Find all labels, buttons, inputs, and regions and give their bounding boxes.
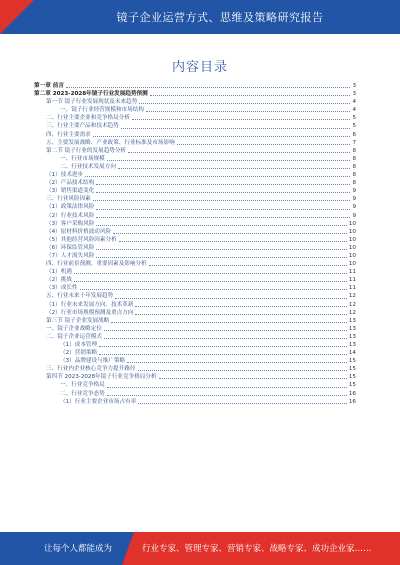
toc-entry[interactable] — [34, 292, 356, 300]
toc-entry-page: 15 — [348, 358, 356, 365]
toc-entry-label: （6）环保监管风险 — [46, 244, 95, 251]
toc-entry[interactable] — [34, 381, 356, 389]
toc-dot-leader — [118, 168, 350, 169]
toc-entry[interactable] — [34, 131, 356, 139]
toc-entry[interactable] — [34, 195, 356, 203]
toc-dot-leader — [74, 281, 347, 282]
toc-dot-leader — [138, 403, 347, 404]
toc-entry[interactable] — [34, 301, 356, 309]
toc-dot-leader — [139, 103, 350, 104]
toc-entry[interactable] — [34, 252, 356, 260]
footer-slogan-right: 行业专家、管理专家、营销专家、战略专家、成功企业家…… — [142, 544, 372, 554]
toc-entry-page: 8 — [352, 147, 356, 154]
toc-dot-leader — [121, 128, 351, 129]
toc-entry-label: 第四节 2023-2028年镜子行业竞争格局分析 — [46, 374, 157, 381]
toc-dot-leader — [149, 265, 347, 266]
toc-dot-leader — [93, 200, 351, 201]
toc-entry-label: 三、行业风险因素 — [46, 196, 91, 203]
toc-entry-page: 11 — [348, 269, 356, 276]
toc-entry-label: 二、镜子企业运营模式 — [46, 333, 102, 340]
toc-entry-page: 15 — [348, 374, 356, 381]
toc-entry-page: 4 — [352, 99, 356, 106]
toc-entry[interactable] — [34, 325, 356, 333]
toc-entry[interactable] — [34, 212, 356, 220]
toc-entry-label: 一、镜子企业战略定位 — [46, 325, 102, 332]
toc-entry-page: 4 — [352, 107, 356, 114]
toc-entry-label: （7）人才流失风险 — [46, 252, 95, 259]
toc-entry-label: 一、行业竞争格局 — [60, 382, 105, 389]
toc-entry[interactable] — [34, 98, 356, 106]
toc-dot-leader — [93, 136, 351, 137]
toc-entry[interactable] — [34, 114, 356, 122]
toc-entry-label: （2）行业市场规模预测及重点方向 — [46, 309, 134, 316]
toc-dot-leader — [107, 160, 351, 161]
toc-entry-label: （3）成长性 — [46, 285, 78, 292]
toc-entry[interactable] — [34, 365, 356, 373]
toc-entry[interactable] — [34, 179, 356, 187]
toc-heading: 内容目录 — [171, 60, 228, 75]
toc-entry-label: 五、行业未来十年发展趋势 — [46, 293, 114, 300]
toc-entry-label: 第一节 镜子行业发展现状及未来趋势 — [46, 99, 138, 106]
toc-entry-label: （3）品牌建设与推广策略 — [60, 358, 126, 365]
toc-entry-page: 10 — [348, 228, 356, 235]
toc-entry-label: （2）挑战 — [46, 277, 72, 284]
footer-divider — [122, 532, 134, 565]
toc-entry[interactable] — [34, 90, 356, 98]
toc-dot-leader — [107, 387, 347, 388]
toc-entry[interactable] — [34, 82, 356, 90]
toc-dot-leader — [96, 257, 347, 258]
toc-entry[interactable] — [34, 373, 356, 381]
toc-entry[interactable] — [34, 284, 356, 292]
toc-entry[interactable] — [34, 276, 356, 284]
toc-dot-leader — [96, 217, 350, 218]
toc-dot-leader — [74, 273, 347, 274]
toc-entry[interactable] — [34, 244, 356, 252]
toc-dot-leader — [104, 338, 347, 339]
toc-entry-page: 13 — [348, 317, 356, 324]
toc-entry[interactable] — [34, 390, 356, 398]
toc-dot-leader — [104, 330, 347, 331]
toc-dot-leader — [119, 241, 347, 242]
toc-entry-label: 二、行业竞争态势 — [60, 390, 105, 397]
toc-entry-label: 二、行业技术发展方向 — [60, 163, 116, 170]
toc-entry[interactable] — [34, 236, 356, 244]
toc-entry-label: （4）原材料价格波动风险 — [46, 228, 112, 235]
toc-entry[interactable] — [34, 341, 356, 349]
toc-entry-label: （1）行业未来发展方向、技术革新 — [46, 301, 134, 308]
toc-entry-label: （5）其他经营风险因素分析 — [46, 236, 117, 243]
toc-entry[interactable] — [34, 309, 356, 317]
toc-dot-leader — [99, 346, 347, 347]
toc-entry-label: 三、行业内企业核心竞争力提升路径 — [46, 366, 136, 373]
toc-entry-page: 10 — [348, 220, 356, 227]
toc-dot-leader — [146, 111, 351, 112]
toc-entry-page: 8 — [352, 155, 356, 162]
toc-entry-page: 11 — [348, 285, 356, 292]
toc-entry-label: （2）产品技术结构 — [46, 180, 95, 187]
toc-dot-leader — [96, 209, 350, 210]
header-red-corner — [0, 0, 34, 34]
toc-entry[interactable] — [34, 122, 356, 130]
toc-entry-page: 7 — [352, 139, 356, 146]
toc-entry-label: （3）客户采购风险 — [46, 220, 95, 227]
table-of-contents — [34, 82, 356, 406]
toc-entry-page: 13 — [348, 325, 356, 332]
toc-entry-label: （1）成本管理 — [60, 342, 98, 348]
toc-entry-label: （2）行业技术风险 — [46, 212, 95, 219]
toc-dot-leader — [66, 87, 351, 88]
toc-entry[interactable] — [34, 317, 356, 325]
toc-entry-page: 9 — [352, 196, 356, 203]
toc-entry-page: 12 — [348, 301, 356, 308]
toc-entry-page: 14 — [348, 350, 356, 357]
toc-entry-label: （3）销售渠道变化 — [46, 188, 95, 195]
toc-dot-leader — [159, 378, 347, 379]
toc-entry-label: 第一章 前言 — [34, 83, 64, 89]
toc-entry[interactable] — [34, 228, 356, 236]
toc-entry[interactable] — [34, 171, 356, 179]
toc-entry[interactable] — [34, 155, 356, 163]
toc-entry-label: （1）政策法律风险 — [46, 204, 95, 211]
toc-dot-leader — [107, 395, 347, 396]
toc-entry-page: 9 — [352, 212, 356, 219]
toc-entry[interactable] — [34, 268, 356, 276]
toc-entry-page: 13 — [348, 333, 356, 340]
toc-entry-page: 13 — [348, 342, 356, 348]
toc-dot-leader — [127, 362, 347, 363]
toc-entry-label: （1）机遇 — [46, 269, 72, 276]
toc-entry-label: 第三节 镜子企业发展战略 — [46, 317, 110, 324]
toc-entry-label: 三、行业主要产品和技术趋势 — [46, 123, 119, 130]
toc-entry-page: 8 — [352, 180, 356, 187]
footer-slogan-left: 让每个人都能成为 — [44, 544, 113, 554]
toc-dot-leader — [96, 225, 347, 226]
toc-entry-page: 5 — [352, 123, 356, 130]
toc-entry[interactable] — [34, 203, 356, 211]
toc-entry-page: 5 — [352, 115, 356, 122]
toc-entry-page: 10 — [348, 236, 356, 243]
toc-entry-page: 11 — [348, 277, 356, 284]
toc-dot-leader — [135, 314, 346, 315]
toc-entry[interactable] — [34, 106, 356, 114]
toc-entry-label: 五、主要发展战略、产业政策、行业标准及市场影响 — [46, 139, 175, 146]
toc-entry-page: 9 — [352, 204, 356, 211]
toc-entry-page: 3 — [352, 83, 356, 89]
toc-dot-leader — [80, 289, 347, 290]
toc-entry-label: 四、行业前景预测、重要因素及影响分析 — [46, 261, 147, 268]
toc-dot-leader — [85, 176, 350, 177]
toc-entry-page: 3 — [352, 91, 356, 98]
toc-entry[interactable] — [34, 398, 356, 406]
toc-entry-page: 15 — [348, 366, 356, 373]
toc-dot-leader — [177, 144, 351, 145]
toc-entry-label: （1）行业主要企业市场占有率 — [60, 398, 137, 405]
toc-entry[interactable] — [34, 163, 356, 171]
toc-entry-label: 第二章 2023-2028年镜子行业发展趋势预测 — [34, 91, 148, 98]
toc-dot-leader — [96, 249, 347, 250]
toc-dot-leader — [128, 152, 350, 153]
toc-entry-page: 10 — [348, 244, 356, 251]
toc-entry[interactable] — [34, 147, 356, 155]
toc-entry-page: 16 — [348, 390, 356, 397]
toc-entry[interactable] — [34, 139, 356, 147]
toc-entry-page: 10 — [348, 252, 356, 259]
report-footer — [0, 532, 400, 565]
toc-entry[interactable] — [34, 260, 356, 268]
toc-entry-label: 第二节 镜子行业的发展趋势分析 — [46, 147, 127, 154]
toc-entry-label: 一、行业市场规模 — [60, 155, 105, 162]
report-title: 镜子企业运营方式、思维及策略研究报告 — [116, 11, 324, 24]
toc-entry-label: 一、镜子行业经营规模和市场结构 — [60, 107, 144, 114]
toc-dot-leader — [135, 306, 346, 307]
toc-entry-label: 二、行业主要企业和竞争格局分析 — [46, 115, 130, 122]
toc-entry-page: 8 — [352, 163, 356, 170]
toc-entry[interactable] — [34, 349, 356, 357]
toc-entry-page: 9 — [352, 188, 356, 195]
toc-dot-leader — [115, 298, 347, 299]
toc-dot-leader — [132, 119, 351, 120]
toc-entry-label: （2）营销策略 — [60, 350, 98, 357]
toc-dot-leader — [113, 233, 347, 234]
toc-entry-label: 四、行业主要需求 — [46, 131, 91, 138]
toc-dot-leader — [96, 184, 350, 185]
report-header — [0, 0, 400, 34]
toc-entry-page: 12 — [348, 293, 356, 300]
toc-entry-page: 12 — [348, 309, 356, 316]
toc-dot-leader — [111, 322, 347, 323]
toc-entry-page: 15 — [348, 382, 356, 389]
toc-dot-leader — [138, 370, 347, 371]
toc-entry-page: 16 — [348, 398, 356, 405]
toc-entry[interactable] — [34, 187, 356, 195]
toc-entry-label: （1）技术进步 — [46, 172, 84, 179]
toc-entry-page: 6 — [352, 131, 356, 138]
toc-entry-page: 8 — [352, 172, 356, 179]
toc-dot-leader — [96, 192, 350, 193]
toc-dot-leader — [99, 354, 347, 355]
toc-entry[interactable] — [34, 333, 356, 341]
toc-entry[interactable] — [34, 220, 356, 228]
toc-dot-leader — [150, 95, 351, 96]
toc-entry[interactable] — [34, 357, 356, 365]
toc-entry-page: 10 — [348, 261, 356, 268]
